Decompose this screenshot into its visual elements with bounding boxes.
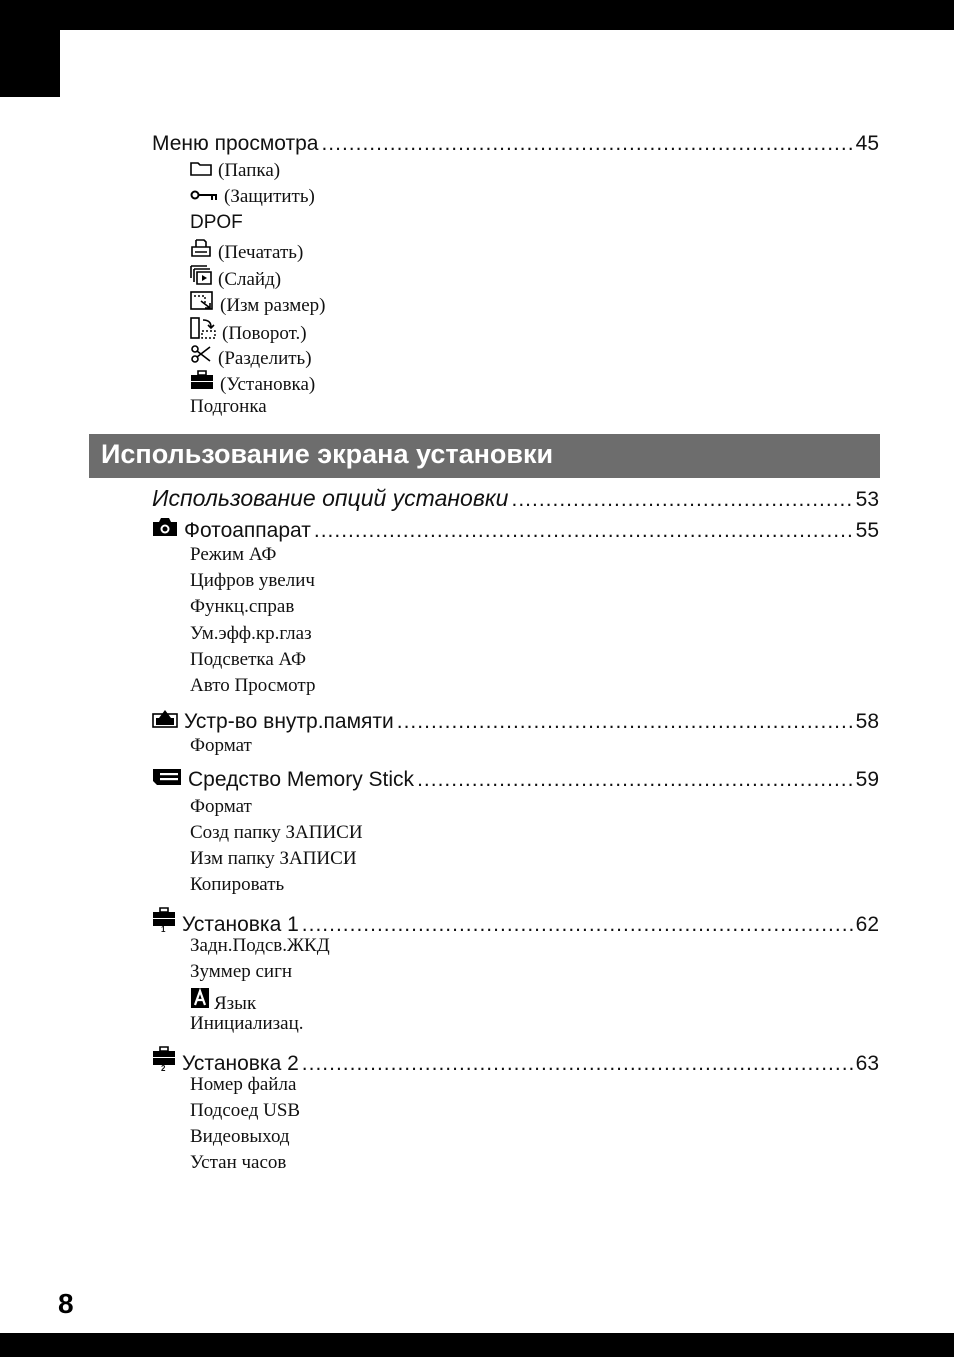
sub-item: Язык bbox=[190, 987, 256, 1011]
sub-item: (Слайд) bbox=[190, 265, 281, 289]
leader-dots bbox=[321, 132, 852, 156]
rotate-icon bbox=[190, 317, 216, 345]
sub-item: (Изм размер) bbox=[190, 291, 326, 315]
sub-item: (Печатать) bbox=[190, 238, 303, 262]
memory-stick-icon bbox=[152, 768, 182, 792]
leader-dots bbox=[314, 519, 853, 543]
top-black-bar bbox=[0, 0, 954, 30]
toc-entry-setup-options[interactable] bbox=[152, 485, 879, 515]
scissors-icon bbox=[190, 344, 212, 370]
sub-item: Авто Просмотр bbox=[190, 675, 316, 696]
entry-title: Установка 2 bbox=[182, 1052, 299, 1075]
sub-item: Задн.Подсв.ЖКД bbox=[190, 935, 330, 956]
leader-dots bbox=[302, 1052, 853, 1076]
internal-memory-icon bbox=[152, 708, 178, 734]
entry-title: Фотоаппарат bbox=[184, 519, 311, 542]
print-icon bbox=[190, 238, 212, 264]
sub-item: Подсоед USB bbox=[190, 1100, 301, 1121]
corner-tab-marker bbox=[0, 0, 60, 97]
toc-entry-internal-memory[interactable] bbox=[152, 708, 879, 734]
entry-page: 53 bbox=[855, 488, 879, 511]
entry-page: 58 bbox=[855, 710, 879, 733]
entry-page: 63 bbox=[855, 1052, 879, 1075]
toolbox-icon bbox=[190, 370, 214, 396]
sub-item: Инициализац. bbox=[190, 1013, 304, 1034]
sub-item: Копировать bbox=[190, 874, 285, 895]
sub-item: (Поворот.) bbox=[190, 317, 307, 341]
setup1-icon bbox=[152, 907, 176, 937]
entry-page: 55 bbox=[855, 519, 879, 542]
sub-item: Номер файла bbox=[190, 1074, 297, 1095]
toc-entry-camera[interactable] bbox=[152, 517, 879, 543]
entry-title: Устр-во внутр.памяти bbox=[184, 710, 394, 733]
sub-item: Функц.справ bbox=[190, 596, 295, 617]
toc-entry-setup-2[interactable] bbox=[152, 1046, 879, 1075]
sub-item: Формат bbox=[190, 735, 252, 756]
sub-item: Устан часов bbox=[190, 1152, 287, 1173]
sub-item: (Защитить) bbox=[190, 186, 315, 210]
leader-dots bbox=[302, 913, 853, 937]
folder-icon bbox=[190, 160, 212, 182]
leader-dots bbox=[511, 488, 852, 512]
sub-item: Подгонка bbox=[190, 396, 267, 417]
section-heading: Использование экрана установки bbox=[101, 439, 554, 469]
entry-title: Использование опций установки bbox=[152, 485, 509, 511]
entry-page: 59 bbox=[855, 768, 879, 791]
icon-subscript: 1 bbox=[161, 925, 166, 934]
language-icon bbox=[190, 987, 210, 1015]
toc-entry-playback-menu[interactable] bbox=[152, 132, 879, 158]
sub-item: Подсветка АФ bbox=[190, 649, 307, 670]
sub-item: Видеовыход bbox=[190, 1126, 290, 1147]
setup2-icon bbox=[152, 1046, 176, 1076]
sub-item: Режим АФ bbox=[190, 544, 277, 565]
entry-title: Установка 1 bbox=[182, 913, 299, 936]
key-icon bbox=[190, 186, 218, 208]
sub-item: Ум.эфф.кр.глаз bbox=[190, 623, 312, 644]
entry-title: Меню просмотра bbox=[152, 132, 319, 155]
slideshow-icon bbox=[190, 265, 212, 291]
sub-item: (Разделить) bbox=[190, 344, 312, 368]
camera-icon bbox=[152, 517, 178, 543]
toc-entry-memory-stick[interactable] bbox=[152, 768, 879, 794]
resize-icon bbox=[190, 291, 214, 317]
entry-title: Средство Memory Stick bbox=[188, 768, 415, 791]
sub-item: Созд папку ЗАПИСИ bbox=[190, 822, 363, 843]
section-banner bbox=[89, 434, 880, 478]
page-number: 8 bbox=[58, 1288, 74, 1319]
sub-item: Изм папку ЗАПИСИ bbox=[190, 848, 357, 869]
leader-dots bbox=[417, 768, 853, 792]
sub-item: Цифров увелич bbox=[190, 570, 315, 591]
bottom-black-bar bbox=[0, 1333, 954, 1357]
sub-item: (Папка) bbox=[190, 160, 280, 184]
entry-page: 62 bbox=[855, 913, 879, 936]
sub-item: DPOF bbox=[190, 212, 243, 233]
sub-item: Формат bbox=[190, 796, 252, 817]
icon-subscript: 2 bbox=[161, 1064, 166, 1073]
toc-entry-setup-1[interactable] bbox=[152, 907, 879, 936]
sub-item: (Установка) bbox=[190, 370, 315, 394]
leader-dots bbox=[397, 710, 853, 734]
sub-item: Зуммер сигн bbox=[190, 961, 293, 982]
entry-page: 45 bbox=[855, 132, 879, 155]
